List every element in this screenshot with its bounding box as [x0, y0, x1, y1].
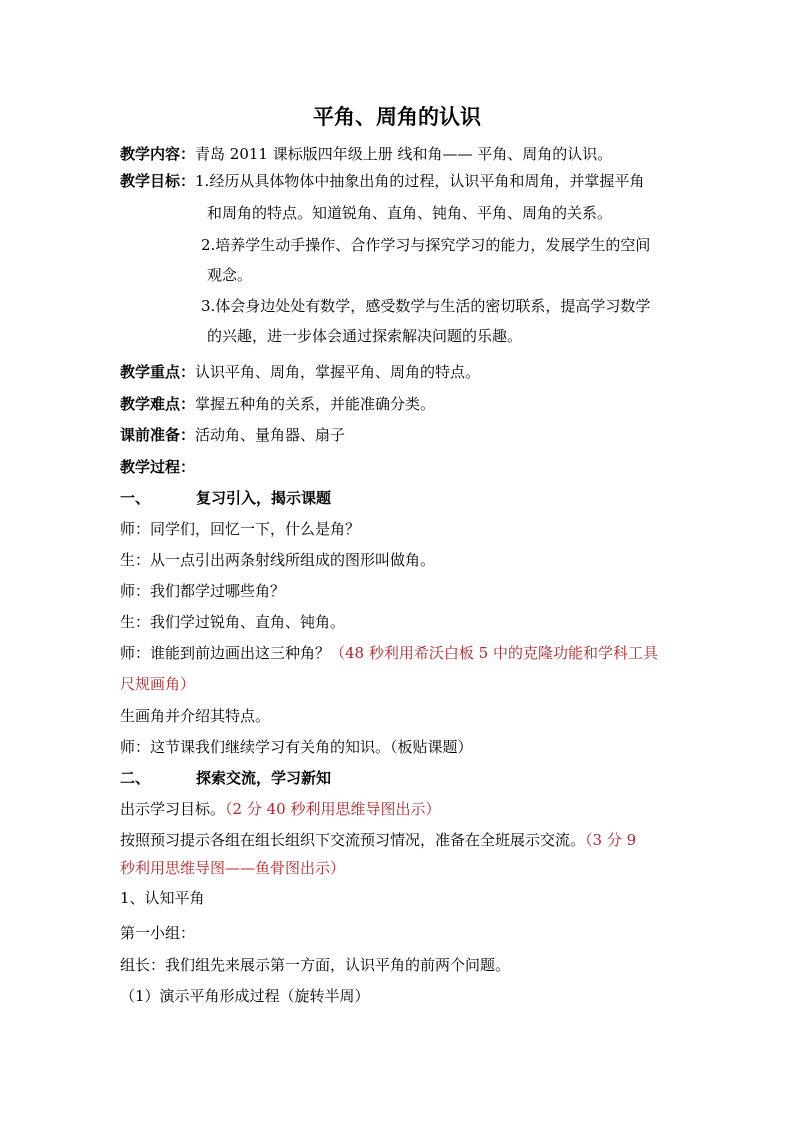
section-1-title: 复习引入，揭示课题: [196, 489, 332, 507]
prep-text: 活动角、量角器、扇子: [195, 426, 346, 444]
subsection-1-title: 1、认知平角: [120, 889, 205, 907]
dialog-line-5-text: 师：谁能到前边画出这三种角？: [120, 644, 331, 662]
goal-1a: 1.经历从具体物体中抽象出角的过程，认识平角和周角，并掌握平角: [195, 172, 645, 190]
goals-label: 教学目标：: [120, 172, 196, 190]
difficulty-label: 教学难点：: [120, 395, 196, 413]
key-text: 认识平角、周角，掌握平角、周角的特点。: [195, 363, 481, 381]
prep-label: 课前准备：: [120, 426, 196, 444]
section-2-heading: [120, 768, 680, 788]
dialog-line-9: [120, 830, 680, 850]
goal-2a: 2.培养学生动手操作、合作学习与探究学习的能力，发展学生的空间: [201, 236, 651, 254]
goal-3a: 3.体会身边处处有数学，感受数学与生活的密切联系，提高学习数学: [201, 297, 651, 315]
goal-2b: 观念。: [207, 266, 253, 284]
dialog-line-8-note: （2 分 40 秒利用思维导图出示）: [225, 800, 441, 818]
key-label: 教学重点：: [120, 363, 196, 381]
section-1-heading: [120, 488, 680, 508]
section-2-title: 探索交流，学习新知: [196, 769, 332, 787]
group-1-label: 第一小组：: [120, 924, 196, 942]
difficulty-text: 掌握五种角的关系，并能准确分类。: [195, 395, 436, 413]
dialog-line-6: 生画角并介绍其特点。: [120, 707, 271, 725]
dialog-line-7: 师：这节课我们继续学习有关角的知识。（板贴课题）: [120, 738, 473, 756]
dialog-line-9-note-cont: 秒利用思维导图——鱼骨图出示）: [120, 859, 346, 877]
dialog-line-8: [120, 799, 680, 819]
dialog-line-13: （1）演示平角形成过程（旋转半周）: [120, 987, 370, 1005]
dialog-line-3: 师：我们都学过哪些角？: [120, 582, 286, 600]
dialog-line-5-note-cont: 尺规画角）: [120, 675, 196, 693]
teaching-difficulty: [120, 394, 680, 414]
goal-3b: 的兴趣，进一步体会通过探索解决问题的乐趣。: [207, 327, 523, 345]
dialog-line-9-text: 按照预习提示各组在组长组织下交流预习情况，准备在全班展示交流。: [120, 831, 586, 849]
dialog-line-4: 生：我们学过锐角、直角、钝角。: [120, 613, 346, 631]
class-preparation: [120, 425, 680, 445]
teaching-key-point: [120, 362, 680, 382]
document-title: 平角、周角的认识: [313, 105, 481, 129]
dialog-line-5-note: （48 秒利用希沃白板 5 中的克隆功能和学科工具: [330, 644, 658, 662]
dialog-line-12: 组长：我们组先来展示第一方面，认识平角的前两个问题。: [120, 956, 511, 974]
content-text: 青岛 2011 课标版四年级上册 线和角—— 平角、周角的认识。: [195, 145, 613, 163]
dialog-line-2: 生：从一点引出两条射线所组成的图形叫做角。: [120, 551, 436, 569]
goal-1b: 和周角的特点。知道锐角、直角、钝角、平角、周角的关系。: [207, 204, 613, 222]
section-1-number: 一、: [120, 489, 151, 507]
section-2-number: 二、: [120, 769, 151, 787]
teaching-goals-line-1: [120, 171, 680, 191]
dialog-line-1: 师：同学们，回忆一下，什么是角？: [120, 520, 361, 538]
dialog-line-9-note: （3 分 9: [585, 831, 637, 849]
dialog-line-8-text: 出示学习目标。: [120, 800, 226, 818]
dialog-line-5: [120, 643, 680, 663]
teaching-content: [120, 144, 680, 164]
process-heading: 教学过程：: [120, 458, 196, 476]
content-label: 教学内容：: [120, 145, 196, 163]
